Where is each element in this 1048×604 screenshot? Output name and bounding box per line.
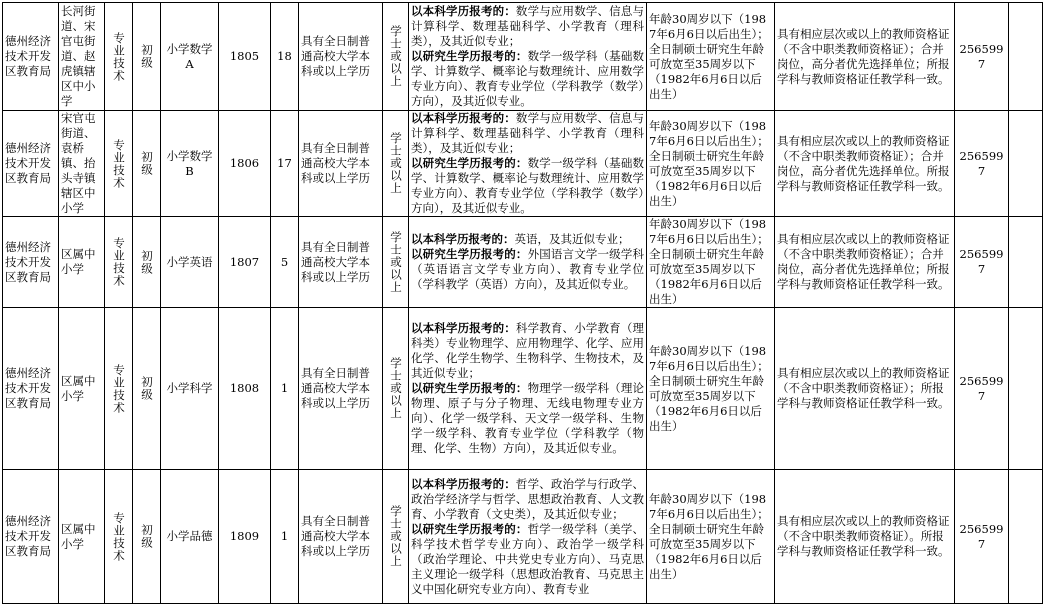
- ug-label: 以本科学历报考的：: [411, 232, 515, 246]
- major-cell: [409, 308, 647, 470]
- education-cell: 具有全日制普通高校大学本科或以上学历: [299, 470, 383, 604]
- blank-cell: [1009, 308, 1043, 470]
- pg-label: 以研究生学历报考的：: [411, 381, 528, 395]
- ug-text: 数学与应用数学、信息与计算科学、数理基础科学、小学教育（理科类），及其近似专业；: [411, 4, 644, 48]
- employer-cell: 德州经济技术开发区教育局: [3, 308, 59, 470]
- age-cell: 年龄30周岁以下（1987年6月6日以后出生）；全日制硕士研究生年龄可放宽至35周岁以下（1982年6月6日以后出生）: [647, 3, 775, 111]
- code-cell: 1805: [219, 3, 271, 111]
- age-cell: 年龄30周岁以下（1987年6月6日以后出生）；全日制硕士研究生年龄可放宽至35周岁以下（1982年6月6日以后出生）: [647, 217, 775, 308]
- level-cell: 初级: [133, 111, 161, 217]
- school-cell: 长河街道、宋官屯街道、赵虎镇辖区中小学: [59, 3, 105, 111]
- pg-text: 数学一级学科（基础数学、计算数学、概率论与数理统计、应用数学专业方向）、教育专业学位（学科教学（数学）方向），及其近似专业。: [411, 156, 644, 215]
- code-cell: 1806: [219, 111, 271, 217]
- school-cell: 区属中小学: [59, 470, 105, 604]
- education-cell: 具有全日制普通高校大学本科或以上学历: [299, 111, 383, 217]
- post-cell: 小学数学B: [161, 111, 219, 217]
- pg-label: 以研究生学历报考的：: [411, 247, 528, 261]
- education-cell: 具有全日制普通高校大学本科或以上学历: [299, 3, 383, 111]
- pg-text: 数学一级学科（基础数学、计算数学、概率论与数理统计、应用数学专业方向）、教育专业学位（学科教学（数学）方向），及其近似专业。: [411, 49, 644, 108]
- blank-cell: [1009, 111, 1043, 217]
- condition-cell: 具有相应层次或以上的教师资格证（不含中职类教师资格证）；合并岗位，高分者优先选择单位。所报学科与教师资格证任教学科一致。: [775, 111, 955, 217]
- pg-text: 外国语言文学一级学科（英语语言文学专业方向）、教育专业学位（学科教学（英语）方向），及其近似专业。: [411, 247, 644, 291]
- table-row: [3, 3, 1043, 111]
- major-cell: [409, 217, 647, 308]
- ug-text: 哲学、政治学与行政学、政治学经济学与哲学、思想政治教育、人文教育、小学教育（文史类），及其近似专业；: [411, 476, 644, 521]
- pg-text: 哲学一级学科（美学、科学技术哲学专业方向）、政治学一级学科（政治学理论、中共党史专业方向）、马克思主义理论一级学科（思想政治教育、马克思主义中国化研究专业方向）、教育专业: [411, 521, 644, 596]
- ug-label: 以本科学历报考的：: [411, 111, 516, 125]
- age-cell: 年龄30周岁以下（1987年6月6日以后出生）；全日制硕士研究生年龄可放宽至35周岁以下（1982年6月6日以后出生）: [647, 308, 775, 470]
- employer-cell: 德州经济技术开发区教育局: [3, 217, 59, 308]
- phone-cell: 2565997: [955, 111, 1009, 217]
- level-cell: 初级: [133, 308, 161, 470]
- count-cell: 17: [271, 111, 299, 217]
- degree-cell: 学士或以上: [383, 111, 409, 217]
- count-cell: 1: [271, 308, 299, 470]
- degree-cell: 学士或以上: [383, 308, 409, 470]
- pg-label: 以研究生学历报考的：: [411, 156, 528, 170]
- major-cell: [409, 470, 647, 604]
- age-cell: 年龄30周岁以下（1987年6月6日以后出生）；全日制硕士研究生年龄可放宽至35周岁以下（1982年6月6日以后出生）: [647, 111, 775, 217]
- table-row: [3, 470, 1043, 604]
- post-cell: 小学科学: [161, 308, 219, 470]
- count-cell: 1: [271, 470, 299, 604]
- level-cell: 初级: [133, 3, 161, 111]
- category-cell: 专业技术: [105, 308, 133, 470]
- category-cell: 专业技术: [105, 3, 133, 111]
- degree-cell: 学士或以上: [383, 470, 409, 604]
- school-cell: 区属中小学: [59, 217, 105, 308]
- condition-cell: 具有相应层次或以上的教师资格证（不含中职类教师资格证）；所报学科与教师资格证任教学科一致。: [775, 308, 955, 470]
- category-cell: 专业技术: [105, 217, 133, 308]
- code-cell: 1808: [219, 308, 271, 470]
- ug-label: 以本科学历报考的：: [411, 4, 516, 18]
- pg-text: 物理学一级学科（理论物理、原子与分子物理、无线电物理专业方向）、化学一级学科、天文学一级学科、生物学一级学科、教育专业学位（学科教学（物理、化学、生物）方向），及其近似专业。: [411, 381, 644, 455]
- ug-label: 以本科学历报考的：: [411, 476, 516, 491]
- table-row: [3, 111, 1043, 217]
- blank-cell: [1009, 470, 1043, 604]
- recruitment-table: [2, 2, 1043, 604]
- count-cell: 18: [271, 3, 299, 111]
- condition-cell: 具有相应层次或以上的教师资格证（不含中职类教师资格证）；合并岗位，高分者优先选择单位；所报学科与教师资格证任教学科一致。: [775, 217, 955, 308]
- phone-cell: 2565997: [955, 470, 1009, 604]
- degree-cell: 学士或以上: [383, 217, 409, 308]
- age-cell: 年龄30周岁以下（1987年6月6日以后出生）；全日制硕士研究生年龄可放宽至35周岁以下（1982年6月6日以后出生）: [647, 470, 775, 604]
- phone-cell: 2565997: [955, 308, 1009, 470]
- code-cell: 1807: [219, 217, 271, 308]
- code-cell: 1809: [219, 470, 271, 604]
- employer-cell: 德州经济技术开发区教育局: [3, 3, 59, 111]
- level-cell: 初级: [133, 470, 161, 604]
- post-cell: 小学英语: [161, 217, 219, 308]
- phone-cell: 2565997: [955, 3, 1009, 111]
- education-cell: 具有全日制普通高校大学本科或以上学历: [299, 308, 383, 470]
- major-cell: [409, 111, 647, 217]
- condition-cell: 具有相应层次或以上的教师资格证（不含中职类教师资格证）。所报学科与教师资格证任教学科一致。: [775, 470, 955, 604]
- post-cell: 小学品德: [161, 470, 219, 604]
- employer-cell: 德州经济技术开发区教育局: [3, 111, 59, 217]
- pg-label: 以研究生学历报考的：: [411, 49, 528, 63]
- school-cell: 宋官屯街道、袁桥镇、抬头寺镇辖区中小学: [59, 111, 105, 217]
- school-cell: 区属中小学: [59, 308, 105, 470]
- post-cell: 小学数学A: [161, 3, 219, 111]
- education-cell: 具有全日制普通高校大学本科或以上学历: [299, 217, 383, 308]
- ug-text: 科学教育、小学教育（理科类）专业物理学、应用物理学、化学、应用化学、化学生物学、生物科学、生物技术，及其近似专业；: [411, 321, 644, 380]
- major-cell: [409, 3, 647, 111]
- table-row: [3, 308, 1043, 470]
- level-cell: 初级: [133, 217, 161, 308]
- ug-label: 以本科学历报考的：: [411, 321, 516, 335]
- blank-cell: [1009, 3, 1043, 111]
- pg-label: 以研究生学历报考的：: [411, 521, 528, 536]
- ug-text: 数学与应用数学、信息与计算科学、数理基础科学、小学教育（理科类），及其近似专业；: [411, 111, 644, 155]
- condition-cell: 具有相应层次或以上的教师资格证（不含中职类教师资格证）；合并岗位，高分者优先选择单位；所报学科与教师资格证任教学科一致。: [775, 3, 955, 111]
- phone-cell: 2565997: [955, 217, 1009, 308]
- blank-cell: [1009, 217, 1043, 308]
- count-cell: 5: [271, 217, 299, 308]
- category-cell: 专业技术: [105, 111, 133, 217]
- table-row: [3, 217, 1043, 308]
- employer-cell: 德州经济技术开发区教育局: [3, 470, 59, 604]
- degree-cell: 学士或以上: [383, 3, 409, 111]
- ug-text: 英语，及其近似专业；: [514, 232, 630, 246]
- category-cell: 专业技术: [105, 470, 133, 604]
